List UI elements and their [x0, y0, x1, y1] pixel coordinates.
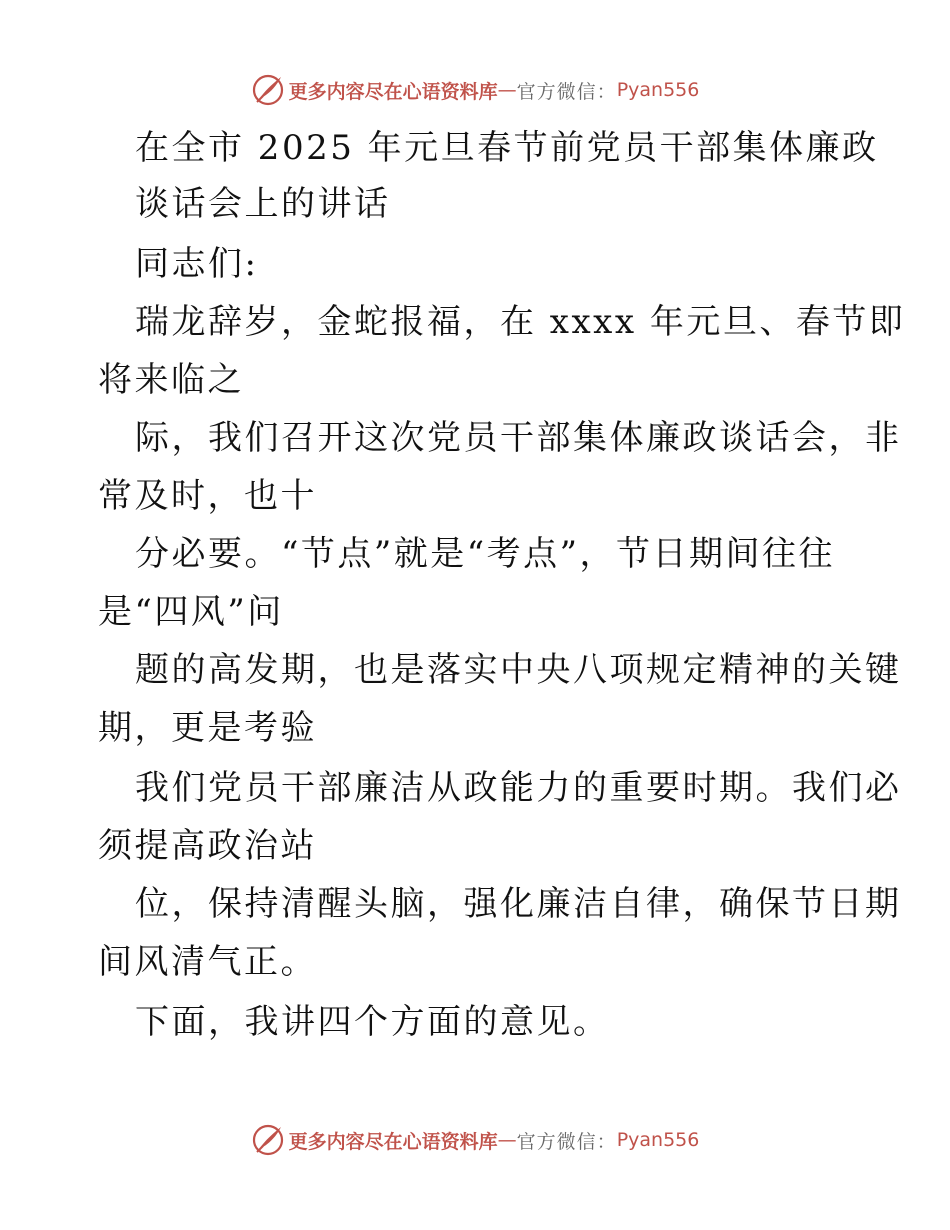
title-line-2: 谈话会上的讲话: [135, 184, 391, 224]
watermark-label: 官方微信：: [516, 80, 617, 103]
watermark-account: Pyan556: [616, 79, 700, 101]
quill-logo-icon: [251, 73, 285, 107]
watermark-dash: —: [497, 1129, 517, 1151]
paragraph-line: 我们党员干部廉洁从政能力的重要时期。我们必: [135, 768, 902, 808]
watermark-label: 官方微信：: [516, 1130, 617, 1153]
paragraph-line: 期，更是考验: [98, 708, 317, 748]
quill-logo-icon: [251, 1123, 285, 1157]
paragraph-line: 常及时，也十: [98, 476, 317, 516]
paragraph-line: 将来临之: [98, 360, 244, 400]
paragraph-line: 须提高政治站: [98, 826, 317, 866]
title-line-1: 在全市 2025 年元旦春节前党员干部集体廉政: [135, 128, 879, 168]
paragraph-line: 位，保持清醒头脑，强化廉洁自律，确保节日期: [135, 884, 902, 924]
header-watermark: [0, 70, 950, 110]
watermark-account: Pyan556: [616, 1129, 700, 1151]
footer-watermark: [0, 1120, 950, 1160]
paragraph-line: 间风清气正。: [98, 942, 317, 982]
paragraph-line: 分必要。“节点”就是“考点”，节日期间往往: [135, 534, 836, 574]
paragraph-line: 下面，我讲四个方面的意见。: [135, 1002, 610, 1042]
paragraph-line: 瑞龙辞岁，金蛇报福，在 xxxx 年元旦、春节即: [135, 302, 906, 342]
salutation: 同志们:: [135, 244, 259, 284]
watermark-site-text: 更多内容尽在心语资料库: [288, 1130, 498, 1153]
paragraph-line: 是“四风”问: [98, 592, 284, 632]
paragraph-line: 际，我们召开这次党员干部集体廉政谈话会，非: [135, 418, 902, 458]
paragraph-line: 题的高发期，也是落实中央八项规定精神的关键: [135, 650, 902, 690]
watermark-dash: —: [497, 79, 517, 101]
watermark-site-text: 更多内容尽在心语资料库: [288, 80, 498, 103]
